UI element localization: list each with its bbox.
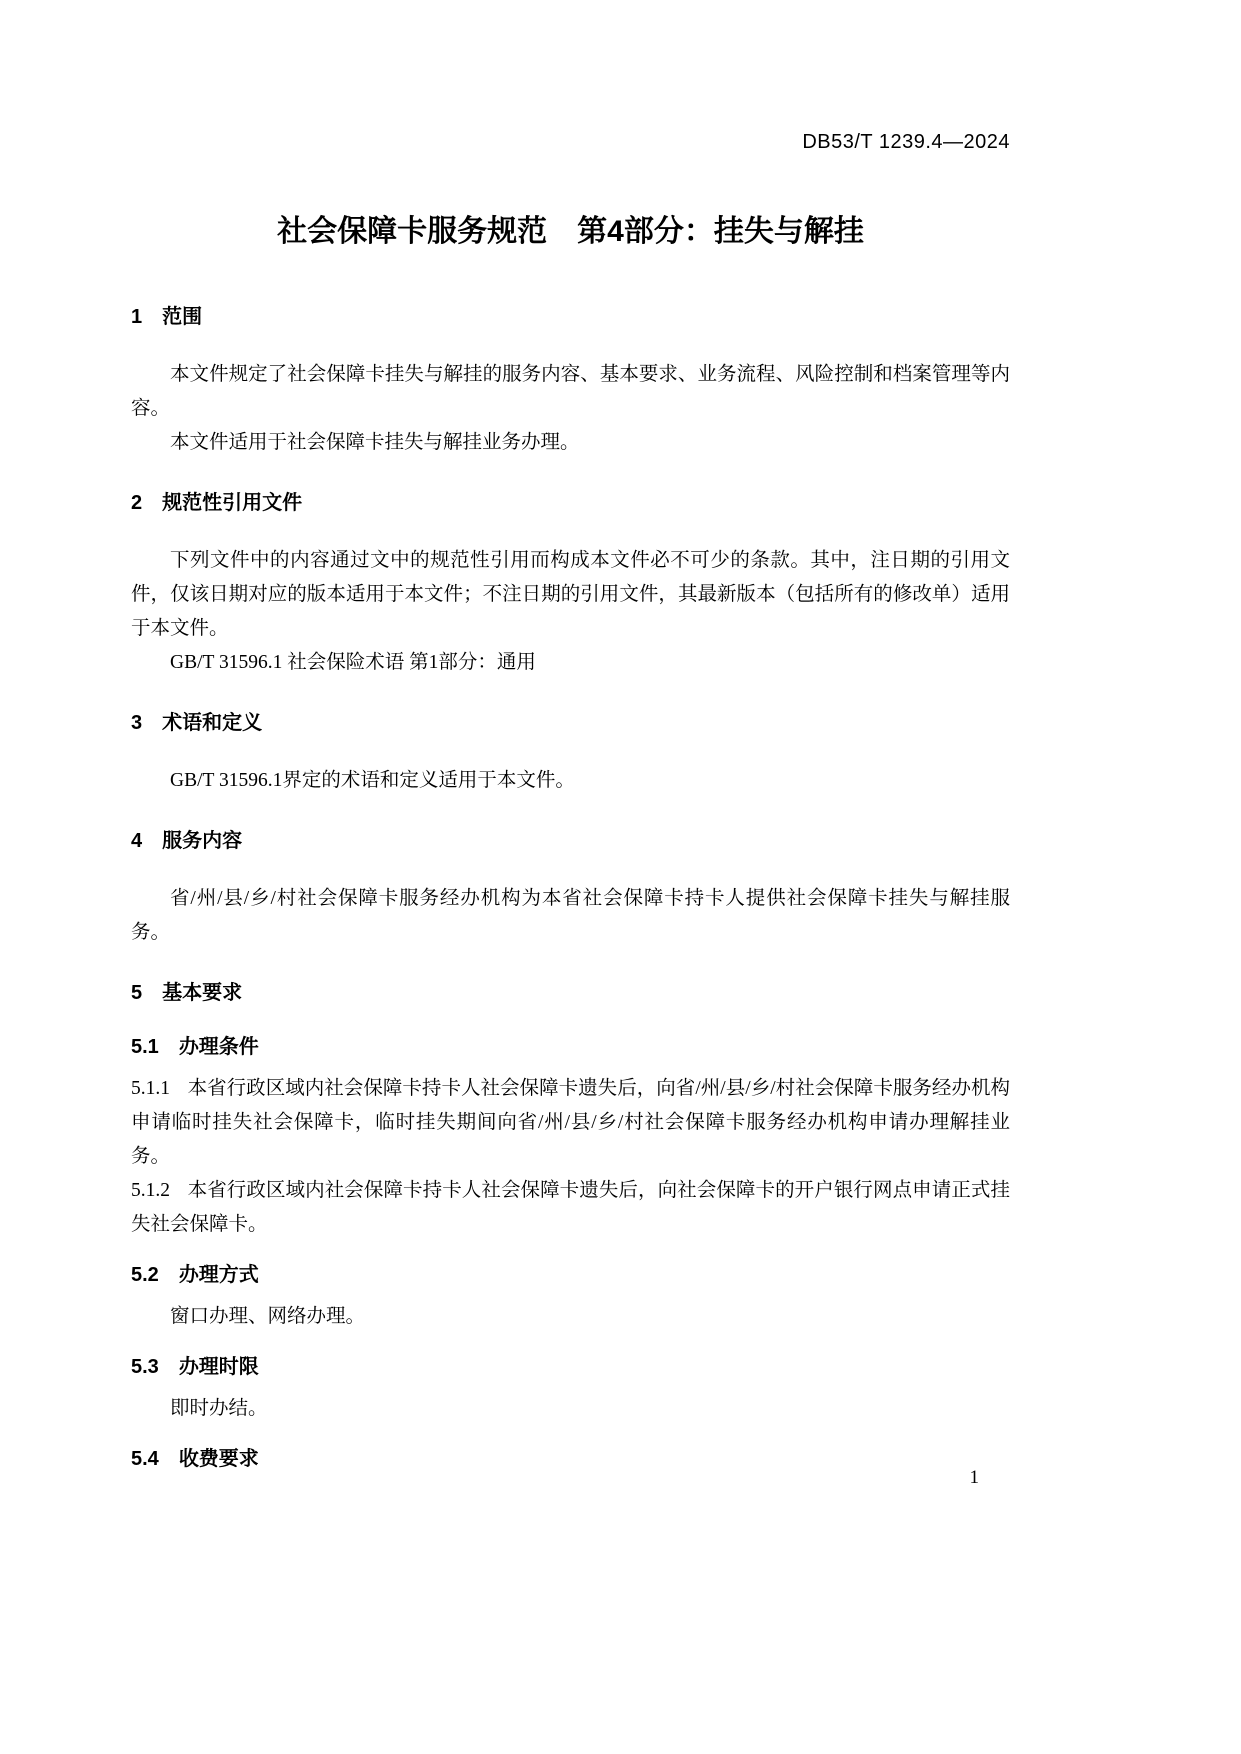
clause-paragraph	[131, 1174, 1010, 1242]
section-3-label: 术语和定义	[162, 712, 263, 734]
section-2-number: 2	[131, 492, 143, 514]
section-5-3-number: 5.3	[131, 1356, 159, 1378]
section-5-2-number: 5.2	[131, 1264, 159, 1286]
paragraph: 本文件规定了社会保障卡挂失与解挂的服务内容、基本要求、业务流程、风险控制和档案管理等内容。	[131, 364, 1010, 419]
clause-number: 5.1.1	[131, 1078, 170, 1099]
section-5-1-heading	[131, 1034, 1010, 1060]
section-5-2-label: 办理方式	[178, 1264, 259, 1286]
paragraph: 省/州/县/乡/村社会保障卡服务经办机构为本省社会保障卡持卡人提供社会保障卡挂失与解挂服务。	[131, 888, 1010, 943]
section-1-heading	[131, 304, 1010, 330]
paragraph: 窗口办理、网络办理。	[170, 1306, 366, 1327]
section-4-label: 服务内容	[162, 830, 243, 852]
document-title: 社会保障卡服务规范 第4部分：挂失与解挂	[277, 215, 864, 248]
paragraph: GB/T 31596.1界定的术语和定义适用于本文件。	[170, 770, 575, 791]
clause-text: 本省行政区域内社会保障卡持卡人社会保障卡遗失后，向省/州/县/乡/村社会保障卡服务经办机构申请临时挂失社会保障卡，临时挂失期间向省/州/县/乡/村社会保障卡服务经办机构申请办理解挂业务。	[131, 1078, 1010, 1167]
section-5-label: 基本要求	[162, 982, 243, 1004]
section-5-heading	[131, 980, 1010, 1006]
paragraph: 即时办结。	[170, 1398, 268, 1419]
section-5-3-heading	[131, 1354, 1010, 1380]
clause-text: 本省行政区域内社会保障卡持卡人社会保障卡遗失后，向社会保障卡的开户银行网点申请正式挂失社会保障卡。	[131, 1180, 1010, 1235]
section-5-4-label: 收费要求	[178, 1448, 259, 1470]
section-4-heading	[131, 828, 1010, 854]
clause-number: 5.1.2	[131, 1180, 170, 1201]
section-2-label: 规范性引用文件	[162, 492, 303, 514]
section-3-number: 3	[131, 712, 143, 734]
page-number: 1	[969, 1467, 979, 1488]
section-5-3-label: 办理时限	[178, 1356, 259, 1378]
section-4-number: 4	[131, 830, 143, 852]
section-5-number: 5	[131, 982, 143, 1004]
section-1-number: 1	[131, 306, 143, 328]
section-3-heading	[131, 710, 1010, 736]
doc-number: DB53/T 1239.4—2024	[802, 131, 1010, 153]
paragraph: 下列文件中的内容通过文中的规范性引用而构成本文件必不可少的条款。其中，注日期的引用文件，仅该日期对应的版本适用于本文件；不注日期的引用文件，其最新版本（包括所有的修改单）适用于本文件。	[131, 550, 1010, 639]
normative-reference: GB/T 31596.1 社会保险术语 第1部分：通用	[170, 652, 536, 673]
section-5-1-number: 5.1	[131, 1036, 159, 1058]
section-5-4-number: 5.4	[131, 1448, 159, 1470]
section-5-2-heading	[131, 1262, 1010, 1288]
section-5-1-label: 办理条件	[178, 1036, 259, 1058]
section-5-4-heading	[131, 1446, 1010, 1472]
paragraph: 本文件适用于社会保障卡挂失与解挂业务办理。	[170, 432, 580, 453]
clause-paragraph	[131, 1072, 1010, 1174]
section-2-heading	[131, 490, 1010, 516]
section-1-label: 范围	[162, 306, 203, 328]
